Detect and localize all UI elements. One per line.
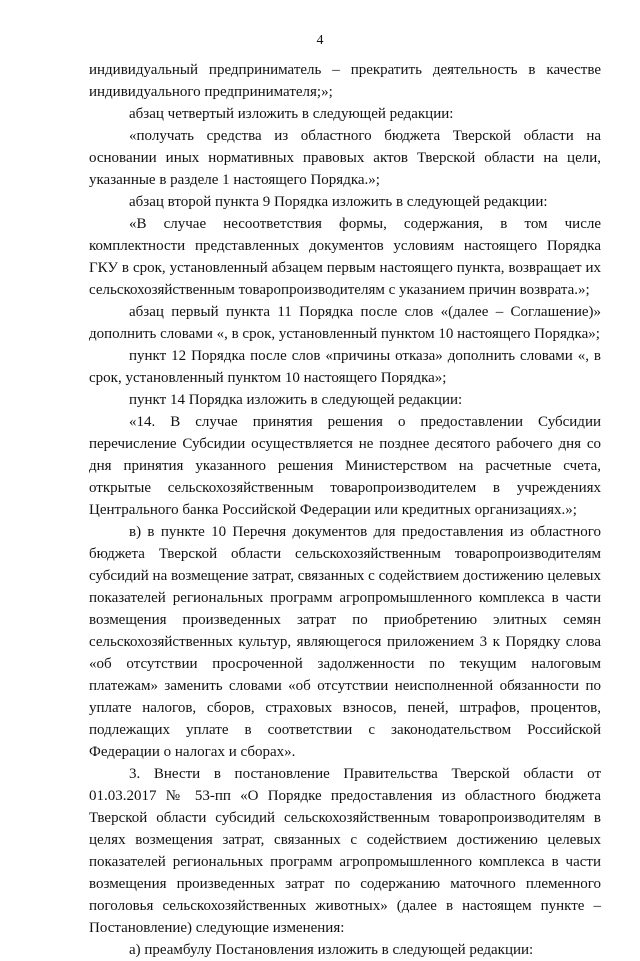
paragraph: а) преамбулу Постановления изложить в следующей редакции: <box>129 942 534 958</box>
paragraph: пункт 12 Порядка после слов «причины отказа» дополнить словами «, в срок, установленный пунктом 10 настоящего Порядка»; <box>89 348 601 386</box>
paragraph: «14. В случае принятия решения о предоставлении Субсидии перечисление Субсидии осуществляется не позднее десятого рабочего дня со дня принятия указанного решения Министерством на расчетные счета, открытые сельскохозяйственным товаропроизводителем в учреждениях Центрального банка Российской Федерации или кредитных организациях.»; <box>89 414 601 518</box>
paragraph: индивидуальный предприниматель – прекратить деятельность в качестве индивидуального предпринимателя;»; <box>89 62 601 100</box>
document-body <box>89 59 601 961</box>
page-number: 4 <box>316 33 324 48</box>
paragraph: абзац четвертый изложить в следующей редакции: <box>129 106 454 122</box>
paragraph: «В случае несоответствия формы, содержания, в том числе комплектности представленных документов условиям настоящего Порядка ГКУ в срок, установленный абзацем первым настоящего пункта, возвращает их сельскохозяйственным товаропроизводителям с указанием причин возврата.»; <box>89 216 601 298</box>
paragraph: пункт 14 Порядка изложить в следующей редакции: <box>129 392 463 408</box>
paragraph: абзац первый пункта 11 Порядка после слов «(далее – Соглашение)» дополнить словами «, в срок, установленный пунктом 10 настоящего Порядка»; <box>89 304 601 342</box>
paragraph: «получать средства из областного бюджета Тверской области на основании иных нормативных правовых актов Тверской области на цели, указанные в разделе 1 настоящего Порядка.»; <box>89 128 601 188</box>
paragraph: в) в пункте 10 Перечня документов для предоставления из областного бюджета Тверской области сельскохозяйственным товаропроизводителям субсидий на возмещение затрат, связанных с содействием достижению целевых показателей региональных программ агропромышленного комплекса в части возмещения произведенных затрат по приобретению элитных семян сельскохозяйственных культур, являющегося приложением 3 к Порядку слова «об отсутствии просроченной задолженности по текущим налоговым платежам» заменить словами «об отсутствии неисполненной обязанности по уплате налогов, сборов, страховых взносов, пеней, штрафов, процентов, подлежащих уплате в соответствии с законодательством Российской Федерации о налогах и сборах». <box>89 524 601 760</box>
paragraph: 3. Внести в постановление Правительства Тверской области от 01.03.2017 № 53-пп «О Порядке предоставления из областного бюджета Тверской области субсидий сельскохозяйственным товаропроизводителям в целях возмещения затрат, связанных с содействием достижению целевых показателей региональных программ агропромышленного комплекса в части возмещения произведенных затрат по содержанию маточного племенного поголовья сельскохозяйственных животных» (далее в настоящем пункте – Постановление) следующие изменения: <box>89 766 601 936</box>
paragraph: абзац второй пункта 9 Порядка изложить в следующей редакции: <box>129 194 548 210</box>
